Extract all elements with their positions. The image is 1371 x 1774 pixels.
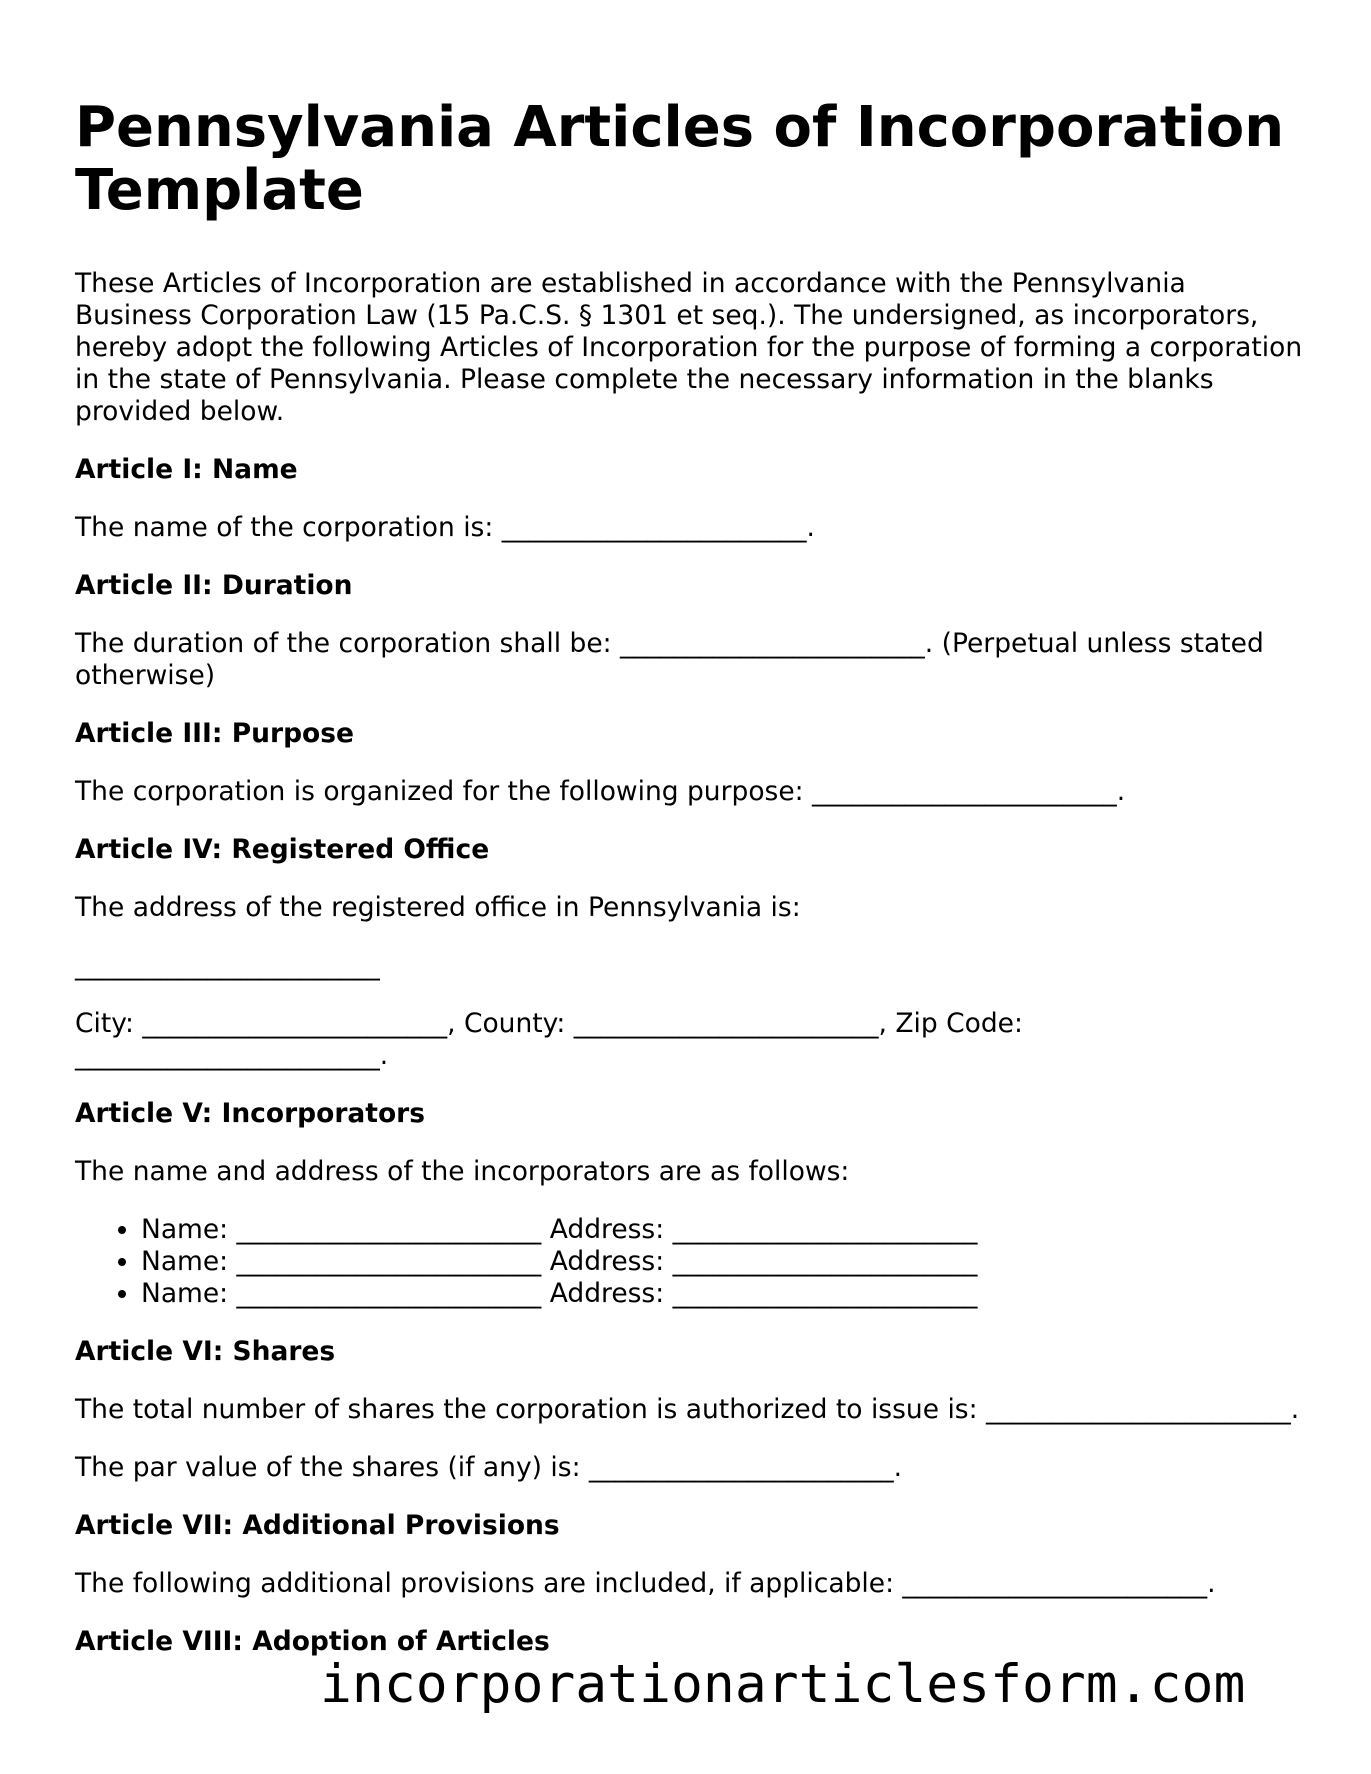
incorporator-list — [75, 1214, 1305, 1310]
article-4-city-line: City: _______________________, County: _______________________, Zip Code: _______________________. — [75, 1008, 1023, 1071]
article-2-heading: Article II: Duration — [75, 570, 353, 601]
article-7-text: The following additional provisions are included, if applicable: _______________________. — [75, 1568, 1216, 1599]
article-1-text: The name of the corporation is: _______________________. — [75, 512, 815, 543]
watermark: incorporationarticlesform.com — [320, 1654, 1246, 1715]
article-3-heading: Article III: Purpose — [75, 718, 355, 749]
article-4-heading: Article IV: Registered Office — [75, 834, 490, 865]
article-8-heading: Article VIII: Adoption of Articles — [75, 1626, 550, 1657]
incorporator-item: • Name: _______________________ Address: _______________________ — [141, 1214, 1305, 1246]
article-6-text: The total number of shares the corporation is authorized to issue is: _______________________. — [75, 1394, 1300, 1425]
article-1-heading: Article I: Name — [75, 454, 298, 485]
article-2-text: The duration of the corporation shall be: _______________________. (Perpetual unless stated otherwise) — [75, 628, 1264, 691]
article-6-par-text: The par value of the shares (if any) is: _______________________. — [75, 1452, 903, 1483]
intro-paragraph: These Articles of Incorporation are established in accordance with the Pennsylvania Business Corporation Law (15 Pa.C.S. § 1301 et seq.). The undersigned, as incorporators, hereby adopt the following Articles of Incorporation for the purpose of forming a corporation in the state of Pennsylvania. Please complete the necessary information in the blanks provided below. — [75, 268, 1303, 427]
article-4-address-blank: _______________________ — [75, 950, 380, 981]
article-7-heading: Article VII: Additional Provisions — [75, 1510, 560, 1541]
article-5-text: The name and address of the incorporators are as follows: — [75, 1156, 850, 1187]
article-6-heading: Article VI: Shares — [75, 1336, 336, 1367]
article-4-text: The address of the registered office in Pennsylvania is: — [75, 892, 801, 923]
incorporator-item: • Name: _______________________ Address: _______________________ — [141, 1246, 1305, 1278]
document-title: Pennsylvania Articles of Incorporation Template — [75, 95, 1285, 223]
incorporator-item: • Name: _______________________ Address: _______________________ — [141, 1278, 1305, 1310]
article-5-heading: Article V: Incorporators — [75, 1098, 426, 1129]
article-3-text: The corporation is organized for the following purpose: _______________________. — [75, 776, 1126, 807]
document-page — [75, 96, 1305, 1684]
